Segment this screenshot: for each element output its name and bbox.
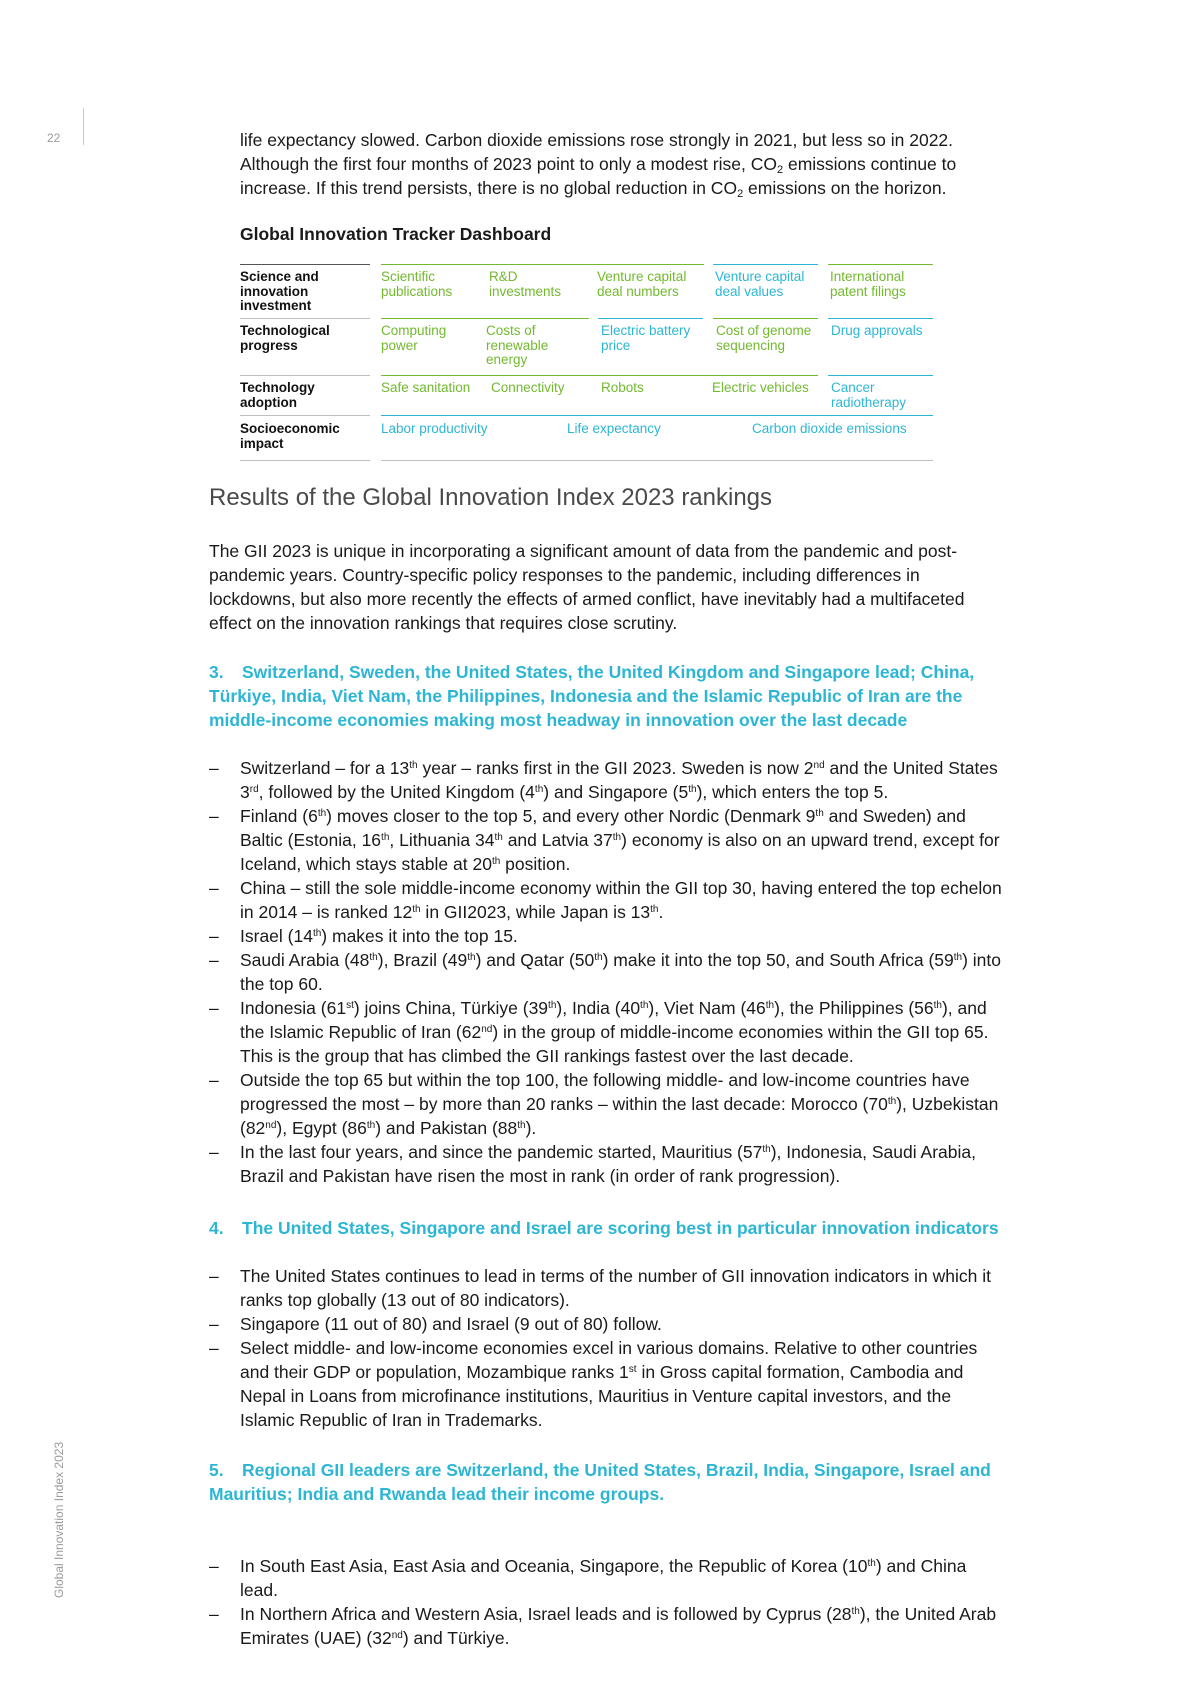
ordinal-suffix: th xyxy=(312,928,322,939)
ordinal-suffix: nd xyxy=(813,760,825,771)
list-item: – The United States continues to lead in terms of the number of GII innovation indicators in which it ranks top globally (13 out of 80 indicators). xyxy=(209,1264,1009,1312)
dashboard-category: Science and innovation investment xyxy=(240,269,319,313)
list-item: – Indonesia (61st) joins China, Türkiye (39th), India (40th), Viet Nam (46th), the Philippines (56th), and the Islamic Republic of Iran (62nd) in the group of middle-income economies within the GII top 65. This is the group that has climbed the GII rankings fastest over the last decade. xyxy=(209,996,1009,1068)
dashboard-indicator: Life expectancy xyxy=(567,421,661,436)
finding-number: 5. xyxy=(209,1460,224,1480)
ordinal-suffix: th xyxy=(933,1000,942,1011)
ordinal-suffix: th xyxy=(412,904,421,915)
finding-3-heading xyxy=(209,660,1009,732)
dashboard-indicator: Electric battery price xyxy=(601,323,691,353)
rule-bottom xyxy=(381,460,933,461)
ordinal-suffix: th xyxy=(887,1096,897,1107)
dashboard-indicator: Robots xyxy=(601,380,644,395)
rule-category-3 xyxy=(240,415,370,416)
ordinal-suffix: th xyxy=(517,1120,526,1131)
rule-row2-top-c xyxy=(713,318,818,319)
running-side-title: Global Innovation Index 2023 xyxy=(52,1441,66,1598)
dashboard-indicator: Computing power xyxy=(381,323,447,353)
list-item: – Finland (6th) moves closer to the top 5, and every other Nordic (Denmark 9th and Sweden) and Baltic (Estonia, 16th, Lithuania 34th and Latvia 37th) economy is also on an upward trend, except for Iceland, which stays stable at 20th position. xyxy=(209,804,1009,876)
ordinal-suffix: nd xyxy=(481,1024,493,1035)
dashboard-indicator: Drug approvals xyxy=(831,323,923,338)
dashboard-category: Technology adoption xyxy=(240,380,315,410)
dashboard-indicator: Cost of genome sequencing xyxy=(716,323,812,353)
rule-row1-top-a xyxy=(381,264,704,265)
rule-row4-top xyxy=(381,415,933,416)
rule-row2-top-d xyxy=(828,318,933,319)
dashboard-category: Socioeconomic impact xyxy=(240,421,340,451)
finding-text: Switzerland, Sweden, the United States, the United Kingdom and Singapore lead; China, Türkiye, India, Viet Nam, the Philippines, Indonesia and the Islamic Republic of Iran are the middle-income economies making most headway in innovation over the last decade xyxy=(209,662,975,730)
ordinal-suffix: th xyxy=(494,832,503,843)
section-paragraph: The GII 2023 is unique in incorporating a significant amount of data from the pandemic and post-pandemic years. Country-specific policy responses to the pandemic, including differences in lockdowns, but also more recently the effects of armed conflict, have inevitably had a multifaceted effect on the innovation rankings that requires close scrutiny. xyxy=(209,541,965,633)
finding-number: 4. xyxy=(209,1218,224,1238)
ordinal-suffix: th xyxy=(467,952,476,963)
finding-text: Regional GII leaders are Switzerland, the United States, Brazil, India, Singapore, Israel and Mauritius; India and Rwanda lead their income groups. xyxy=(209,1460,991,1504)
dashboard-indicator: Connectivity xyxy=(491,380,565,395)
finding-text: The United States, Singapore and Israel are scoring best in particular innovation indicators xyxy=(242,1218,999,1238)
section-heading: Results of the Global Innovation Index 2023 rankings xyxy=(209,484,773,511)
ordinal-suffix: th xyxy=(317,808,327,819)
ordinal-suffix: th xyxy=(640,1000,649,1011)
dashboard-indicator: Carbon dioxide emissions xyxy=(752,421,907,436)
co2-subscript-1: 2 xyxy=(776,164,784,176)
ordinal-suffix: th xyxy=(867,1558,876,1569)
list-item: – In South East Asia, East Asia and Oceania, Singapore, the Republic of Korea (10th) and China lead. xyxy=(209,1554,1009,1602)
ordinal-suffix: th xyxy=(765,1000,775,1011)
ordinal-suffix: th xyxy=(815,808,824,819)
rule-row2-top-a xyxy=(381,318,589,319)
rule-row3-top-b xyxy=(828,375,933,376)
dashboard-title: Global Innovation Tracker Dashboard xyxy=(240,224,552,244)
dashboard-indicator: Safe sanitation xyxy=(381,380,471,395)
ordinal-suffix: nd xyxy=(391,1630,403,1641)
finding-3-list xyxy=(209,756,1009,1188)
ordinal-suffix: th xyxy=(650,904,659,915)
list-item: – Singapore (11 out of 80) and Israel (9 out of 80) follow. xyxy=(209,1312,1009,1336)
dashboard-indicator: R&D investments xyxy=(489,269,562,299)
ordinal-suffix: th xyxy=(612,832,622,843)
rule-row1-top-b xyxy=(713,264,818,265)
intro-text-2: emissions continue to increase. If this trend persists, there is no global reduction in CO xyxy=(240,154,957,198)
list-item: – China – still the sole middle-income economy within the GII top 30, having entered the top echelon in 2014 – is ranked 12th in GII2023, while Japan is 13th. xyxy=(209,876,1009,924)
ordinal-suffix: th xyxy=(548,1000,557,1011)
list-item: – Outside the top 65 but within the top 100, the following middle- and low-income countries have progressed the most – by more than 20 ranks – within the last decade: Morocco (70th), Uzbekistan (82nd), Egypt (86th) and Pakistan (88th). xyxy=(209,1068,1009,1140)
rule-row2-top-b xyxy=(598,318,703,319)
ordinal-suffix: th xyxy=(369,952,378,963)
dashboard-indicator: Electric vehicles xyxy=(712,380,809,395)
dashboard-indicator: Costs of renewable energy xyxy=(486,323,549,367)
ordinal-suffix: th xyxy=(953,952,963,963)
ordinal-suffix: th xyxy=(409,760,418,771)
finding-5-list xyxy=(209,1554,1009,1650)
ordinal-suffix: th xyxy=(594,952,603,963)
dashboard-indicator: Labor productivity xyxy=(381,421,488,436)
rule-row1-top-c xyxy=(828,264,933,265)
dashboard-indicator: Scientific publications xyxy=(381,269,453,299)
list-item: – Israel (14th) makes it into the top 15. xyxy=(209,924,1009,948)
ordinal-suffix: st xyxy=(628,1364,637,1375)
dashboard-indicator: Venture capital deal numbers xyxy=(597,269,687,299)
ordinal-suffix: th xyxy=(534,784,544,795)
ordinal-suffix: rd xyxy=(249,784,259,795)
list-item: – Select middle- and low-income economies excel in various domains. Relative to other countries and their GDP or population, Mozambique ranks 1st in Gross capital formation, Cambodia and Nepal in Loans from microfinance institutions, Mauritius in Venture capital investors, and the Islamic Republic of Iran in Trademarks. xyxy=(209,1336,1009,1432)
list-item: – In the last four years, and since the pandemic started, Mauritius (57th), Indonesia, Saudi Arabia, Brazil and Pakistan have risen the most in rank (in order of rank progression). xyxy=(209,1140,1009,1188)
ordinal-suffix: nd xyxy=(265,1120,277,1131)
dashboard-indicator: Venture capital deal values xyxy=(715,269,805,299)
rule-category-1 xyxy=(240,318,370,319)
dashboard-indicator: International patent filings xyxy=(830,269,906,299)
rule-row3-top-a xyxy=(381,375,818,376)
finding-number: 3. xyxy=(209,662,224,682)
ordinal-suffix: th xyxy=(851,1606,860,1617)
ordinal-suffix: th xyxy=(491,856,501,867)
ordinal-suffix: th xyxy=(366,1120,376,1131)
co2-subscript-2: 2 xyxy=(737,188,744,200)
dashboard-category: Technological progress xyxy=(240,323,330,353)
ordinal-suffix: th xyxy=(762,1144,771,1155)
rule-category-bottom xyxy=(240,460,370,461)
innovation-tracker-dashboard xyxy=(0,0,1190,480)
ordinal-suffix: th xyxy=(381,832,390,843)
finding-4-heading xyxy=(209,1216,1009,1240)
ordinal-suffix: st xyxy=(346,1000,354,1011)
ordinal-suffix: th xyxy=(688,784,697,795)
page-number: 22 xyxy=(47,131,61,145)
finding-5-heading xyxy=(209,1458,1009,1506)
finding-4-list xyxy=(209,1264,1009,1432)
list-item: – In Northern Africa and Western Asia, Israel leads and is followed by Cyprus (28th), the United Arab Emirates (UAE) (32nd) and Türkiye. xyxy=(209,1602,1009,1650)
rule-category-2 xyxy=(240,375,370,376)
dashboard-indicator: Cancer radiotherapy xyxy=(831,380,907,410)
list-item: – Saudi Arabia (48th), Brazil (49th) and Qatar (50th) make it into the top 50, and South Africa (59th) into the top 60. xyxy=(209,948,1009,996)
intro-text-1: life expectancy slowed. Carbon dioxide emissions rose strongly in 2021, but less so in 2022. Although the first four months of 2023 point to only a modest rise, CO xyxy=(240,130,954,174)
intro-text-3: emissions on the horizon. xyxy=(743,178,947,198)
rule-category-top xyxy=(240,264,370,265)
list-item: – Switzerland – for a 13th year – ranks first in the GII 2023. Sweden is now 2nd and the United States 3rd, followed by the United Kingdom (4th) and Singapore (5th), which enters the top 5. xyxy=(209,756,1009,804)
